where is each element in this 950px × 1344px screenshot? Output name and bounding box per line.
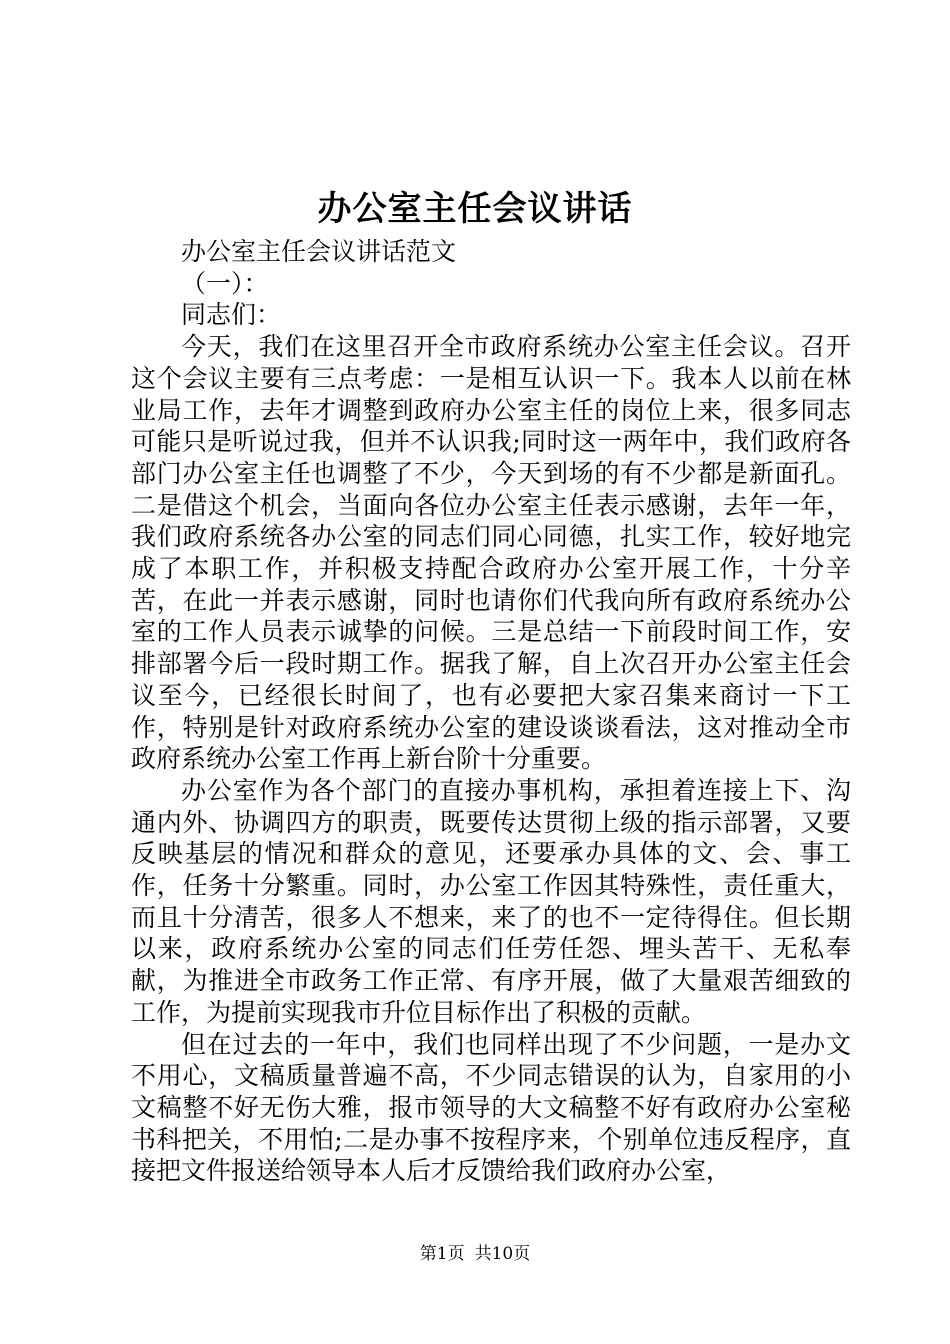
page-number-current: 第1页: [419, 1244, 465, 1264]
page-footer: [0, 1242, 950, 1266]
page-number-total: 共10页: [474, 1244, 531, 1264]
document-body: [131, 236, 851, 1187]
paragraph-3: 但在过去的一年中，我们也同样出现了不少问题，一是办文不用心，文稿质量普遍不高，不少同志错误的认为，自家用的小文稿整不好无伤大雅，报市领导的大文稿整不好有政府办公室秘书科把关，不用怕;二是办事不按程序来，个别单位违反程序，直接把文件报送给领导本人后才反馈给我们政府办公室，: [131, 1029, 851, 1186]
paragraph-2: 办公室作为各个部门的直接办事机构，承担着连接上下、沟通内外、协调四方的职责，既要传达贯彻上级的指示部署，又要反映基层的情况和群众的意见，还要承办具体的文、会、事工作，任务十分繁重。同时，办公室工作因其特殊性，责任重大，而且十分清苦，很多人不想来，来了的也不一定待得住。但长期以来，政府系统办公室的同志们任劳任怨、埋头苦干、无私奉献，为推进全市政务工作正常、有序开展，做了大量艰苦细致的工作，为提前实现我市升位目标作出了积极的贡献。: [131, 775, 851, 1027]
salutation: 同志们：: [181, 300, 282, 330]
section-marker: （一）：: [181, 268, 269, 298]
document-title: 办公室主任会议讲话: [317, 189, 633, 229]
paragraph-1: 今天，我们在这里召开全市政府系统办公室主任会议。召开这个会议主要有三点考虑：一是相互认识一下。我本人以前在林业局工作，去年才调整到政府办公室主任的岗位上来，很多同志可能只是听说过我，但并不认识我;同时这一两年中，我们政府各部门办公室主任也调整了不少，今天到场的有不少都是新面孔。二是借这个机会，当面向各位办公室主任表示感谢，去年一年，我们政府系统各办公室的同志们同心同德，扎实工作，较好地完成了本职工作，并积极支持配合政府办公室开展工作，十分辛苦，在此一并表示感谢，同时也请你们代我向所有政府系统办公室的工作人员表示诚挚的问候。三是总结一下前段时间工作，安排部署今后一段时期工作。据我了解，自上次召开办公室主任会议至今，已经很长时间了，也有必要把大家召集来商讨一下工作，特别是针对政府系统办公室的建设谈谈看法，这对推动全市政府系统办公室工作再上新台阶十分重要。: [131, 332, 851, 774]
document-subtitle: 办公室主任会议讲话范文: [181, 237, 457, 266]
